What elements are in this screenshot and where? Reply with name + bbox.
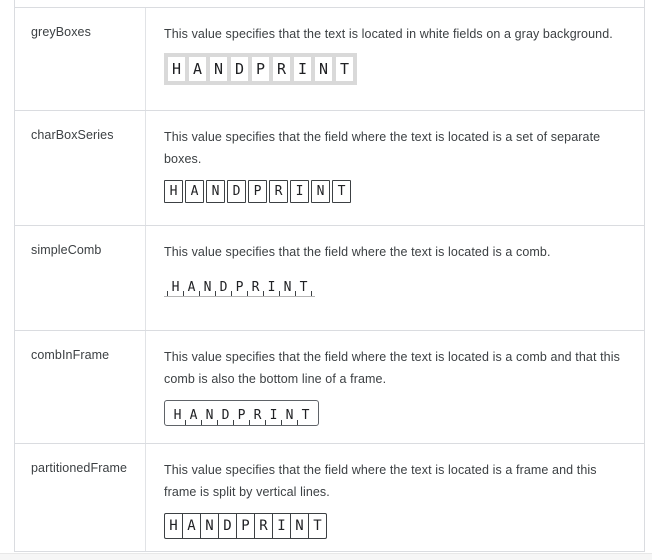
char-cell: D [231,57,248,81]
char-cell: T [332,180,351,203]
value-description-cell [146,8,644,110]
table-row [15,331,644,444]
char-cell: A [187,518,196,534]
char-cell: D [223,518,232,534]
value-name: simpleComb [15,226,146,330]
table-row [15,226,644,331]
char-cell: H [173,408,182,423]
page-background-strip [0,553,652,560]
char-cell: A [185,180,204,203]
char-cell: H [168,57,185,81]
table-row [15,444,644,552]
char-cell: I [277,518,286,534]
table-row [15,8,644,111]
char-cell: N [210,57,227,81]
value-name: greyBoxes [15,8,146,110]
table-row-partial [15,0,644,8]
char-cell: R [253,408,262,423]
char-cell: P [241,518,250,534]
char-cell: I [294,57,311,81]
value-description: This value specifies that the text is located in white fields on a gray background. [164,27,613,41]
value-description-cell [146,226,644,330]
char-cell: D [219,280,228,295]
char-cell: T [313,518,322,534]
separator-tick [311,291,312,296]
handprint-example-partitionedframe [164,513,327,539]
char-cell: N [283,280,292,295]
char-cell: P [252,57,269,81]
char-cell: I [267,280,276,295]
char-cell: N [311,180,330,203]
value-description-cell [146,331,644,443]
char-cell: T [336,57,353,81]
char-cell: N [206,180,225,203]
char-cell: N [205,408,214,423]
char-cell: R [269,180,288,203]
char-cell: A [189,57,206,81]
char-cell: I [269,408,278,423]
char-cell: N [285,408,294,423]
char-cell: N [205,518,214,534]
char-cell: H [171,280,180,295]
value-description-cell [146,111,644,225]
char-cell: P [235,280,244,295]
char-cell: P [237,408,246,423]
char-cell: D [227,180,246,203]
char-cell: H [169,518,178,534]
value-description: This value specifies that the field where the text is located is a comb. [164,245,551,259]
char-cell: D [221,408,230,423]
handprint-example-simplecomb [164,276,315,297]
value-description: This value specifies that the field where the text is located is a frame and this frame is split by vertical lines. [164,463,597,499]
char-cell: N [295,518,304,534]
value-description: This value specifies that the field where the text is located is a set of separate boxes. [164,130,601,166]
char-cell: R [273,57,290,81]
char-cell: T [299,280,308,295]
handprint-example-greyboxes [164,53,357,85]
char-cell: N [315,57,332,81]
char-cell: H [164,180,183,203]
char-cell: P [248,180,267,203]
char-cell: I [290,180,309,203]
handprint-example-charboxseries [164,180,351,203]
char-cell: T [301,408,310,423]
char-cell: R [259,518,268,534]
value-name: partitionedFrame [15,444,146,551]
handprint-example-combinframe [164,400,319,426]
char-cell: R [251,280,260,295]
char-cell: A [187,280,196,295]
field-style-table [14,0,645,552]
char-cell: N [203,280,212,295]
value-description-cell [146,444,644,551]
value-name: combInFrame [15,331,146,443]
value-name: charBoxSeries [15,111,146,225]
char-cell: A [189,408,198,423]
value-description: This value specifies that the field where the text is located is a comb and that this comb is also the bottom line of a frame. [164,350,620,386]
table-row [15,111,644,226]
